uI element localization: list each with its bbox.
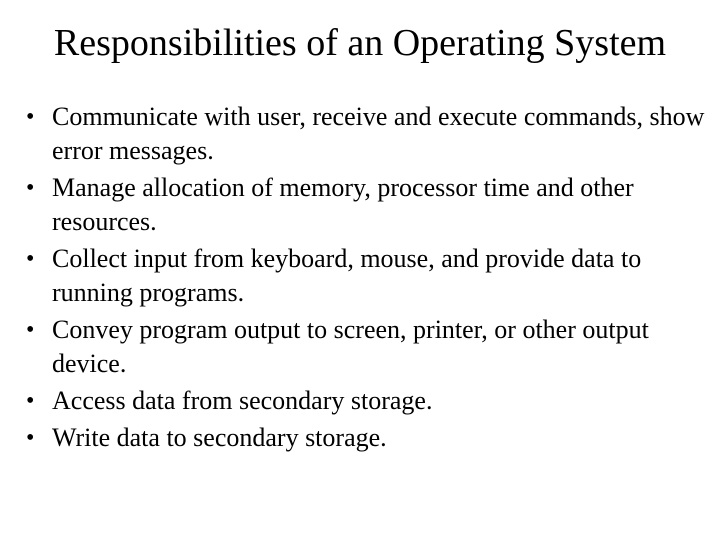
bullet-icon: • (26, 175, 35, 201)
bullet-text: Access data from secondary storage. (52, 386, 433, 415)
bullet-item (26, 242, 706, 310)
bullet-item (26, 421, 706, 455)
bullet-icon: • (26, 425, 35, 451)
bullet-text: Collect input from keyboard, mouse, and provide data to running programs. (52, 244, 642, 307)
bullet-text: Manage allocation of memory, processor time and other resources. (52, 173, 634, 236)
bullet-text: Convey program output to screen, printer, or other output device. (52, 315, 649, 378)
bullet-list (26, 100, 706, 458)
bullet-icon: • (26, 246, 35, 272)
slide-title: Responsibilities of an Operating System (53, 22, 667, 64)
bullet-text: Write data to secondary storage. (52, 423, 387, 452)
bullet-icon: • (26, 104, 35, 130)
bullet-item (26, 171, 706, 239)
bullet-item (26, 313, 706, 381)
bullet-item (26, 384, 706, 418)
bullet-item (26, 100, 706, 168)
bullet-icon: • (26, 317, 35, 343)
bullet-text: Communicate with user, receive and execute commands, show error messages. (52, 102, 705, 165)
bullet-icon: • (26, 388, 35, 414)
